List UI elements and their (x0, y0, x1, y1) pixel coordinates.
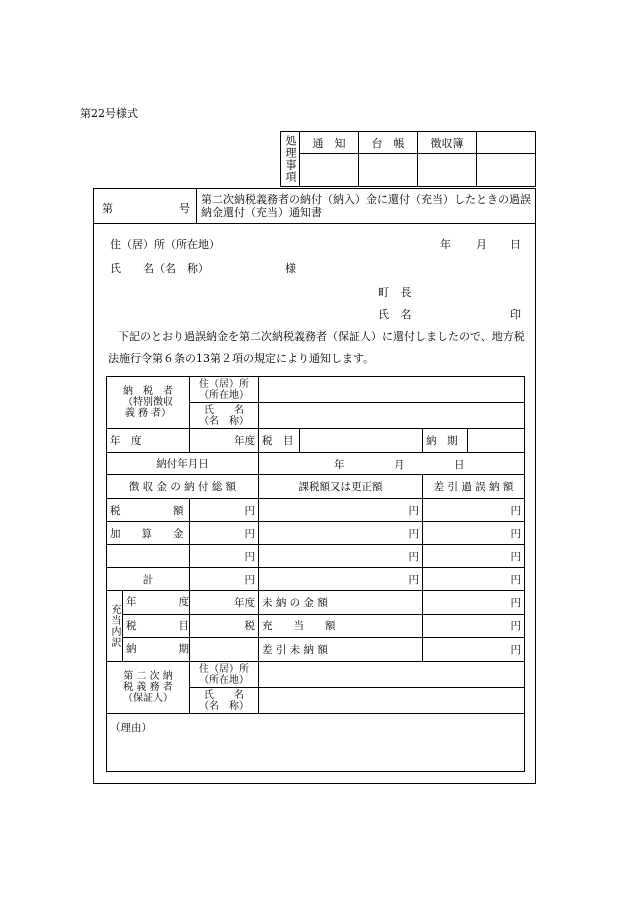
appropriation-block (107, 591, 190, 662)
amount-overpaid-field[interactable]: 円 (423, 568, 525, 591)
process-cell[interactable] (418, 154, 477, 187)
taxpayer-name-label: 氏 名 （名 称） (190, 403, 259, 429)
amount-header-assessed: 課税額又は更正額 (259, 475, 423, 499)
appropriation-period-field[interactable] (190, 638, 259, 662)
honorific: 様 (285, 262, 296, 275)
payment-month: 月 (394, 459, 405, 471)
number-prefix: 第 (102, 202, 113, 215)
amount-row-label: 加 算 金 (107, 522, 190, 545)
amount-total-field[interactable]: 円 (190, 545, 259, 568)
period-field[interactable] (468, 429, 525, 453)
notice-body-text: 下記のとおり過誤納金を第二次納税義務者（保証人）に還付しましたので、地方税法施行令第６条の13第２項の規定により通知します。 (108, 330, 525, 365)
period-label: 納 期 (423, 429, 468, 453)
secondary-name-label: 氏 名 （名 称） (190, 688, 259, 714)
fiscal-year-label: 年 度 (107, 429, 190, 453)
process-col-blank (477, 132, 536, 154)
payment-date-label: 納付年月日 (107, 453, 259, 475)
unpaid-amount-field[interactable]: 円 (423, 591, 525, 615)
amount-assessed-field[interactable]: 円 (259, 545, 423, 568)
document-title: 第二次納税義務者の納付（納入）金に還付（充当）したときの過誤納金還付（充当）通知書 (197, 189, 536, 224)
secondary-obligor-label: 第 二 次 納 税 義 務 者 （保証人） (107, 662, 190, 714)
processing-label: 処理事項 (281, 132, 300, 187)
appropriation-period-label: 納 期 (126, 643, 189, 655)
notice-header (93, 188, 536, 224)
secondary-name-field[interactable] (259, 688, 525, 714)
payment-year: 年 (334, 459, 345, 471)
taxpayer-label: 納 税 者 （特別徴収 義 務 者） (107, 377, 190, 429)
taxpayer-address-field[interactable] (259, 377, 525, 403)
tax-item-label: 税 目 (259, 429, 300, 453)
unpaid-amount-label: 未 納 の 金 額 (259, 591, 423, 615)
address-label: 住（居）所（所在地） (110, 238, 220, 251)
process-col-ledger: 台 帳 (359, 132, 418, 154)
amount-row-label[interactable] (107, 545, 190, 568)
appropriated-amount-field[interactable]: 円 (423, 614, 525, 638)
appropriation-tax-field[interactable]: 税 (190, 614, 259, 638)
process-cell[interactable] (359, 154, 418, 187)
seal-mark: 印 (510, 308, 521, 321)
appropriation-year-field[interactable]: 年度 (190, 591, 259, 615)
form-number: 第22号様式 (80, 107, 138, 120)
number-suffix: 号 (179, 202, 190, 215)
amount-assessed-field[interactable]: 円 (259, 522, 423, 545)
date-day: 日 (510, 238, 521, 251)
processing-table (280, 131, 536, 187)
amount-total-field[interactable]: 円 (190, 522, 259, 545)
appropriated-amount-label: 充 当 額 (259, 614, 423, 638)
net-unpaid-label: 差 引 未 納 額 (259, 638, 423, 662)
process-col-collection: 徴収簿 (418, 132, 477, 154)
amount-header-total: 徴 収 金 の 納 付 総 額 (107, 475, 259, 499)
amount-overpaid-field[interactable]: 円 (423, 499, 525, 522)
amount-overpaid-field[interactable]: 円 (423, 545, 525, 568)
amount-overpaid-field[interactable]: 円 (423, 522, 525, 545)
amount-header-overpaid: 差 引 過 誤 納 額 (423, 475, 525, 499)
appropriation-label: 充当内訳 (107, 591, 123, 661)
process-cell[interactable] (477, 154, 536, 187)
date-month: 月 (476, 238, 487, 251)
detail-table (106, 376, 525, 772)
amount-assessed-field[interactable]: 円 (259, 499, 423, 522)
amount-total-field[interactable]: 円 (190, 568, 259, 591)
reason-field[interactable] (107, 714, 525, 772)
process-cell[interactable] (300, 154, 359, 187)
process-col-notice: 通 知 (300, 132, 359, 154)
fiscal-year-field[interactable]: 年度 (190, 429, 259, 453)
amount-assessed-field[interactable]: 円 (259, 568, 423, 591)
taxpayer-name-field[interactable] (259, 403, 525, 429)
appropriation-tax-label: 税 目 (123, 615, 189, 638)
amount-total-field[interactable]: 円 (190, 499, 259, 522)
secondary-address-label: 住（居）所 （所在地） (190, 662, 259, 688)
secondary-address-field[interactable] (259, 662, 525, 688)
taxpayer-address-label: 住（居）所 （所在地） (190, 377, 259, 403)
net-unpaid-field[interactable]: 円 (423, 638, 525, 662)
amount-row-label: 税 額 (107, 499, 190, 522)
issuer-title: 町 長 (378, 286, 412, 299)
reason-label: （理由） (110, 722, 152, 734)
number-cell[interactable] (94, 189, 197, 224)
date-year: 年 (440, 238, 451, 251)
appropriation-year-label: 年 度 (123, 591, 189, 615)
amount-total-label: 計 (107, 568, 190, 591)
tax-item-field[interactable] (300, 429, 423, 453)
name-label: 氏 名（名 称） (110, 262, 209, 275)
payment-date-field[interactable] (259, 453, 525, 475)
issuer-name-label: 氏 名 (378, 308, 412, 321)
payment-day: 日 (454, 459, 465, 471)
